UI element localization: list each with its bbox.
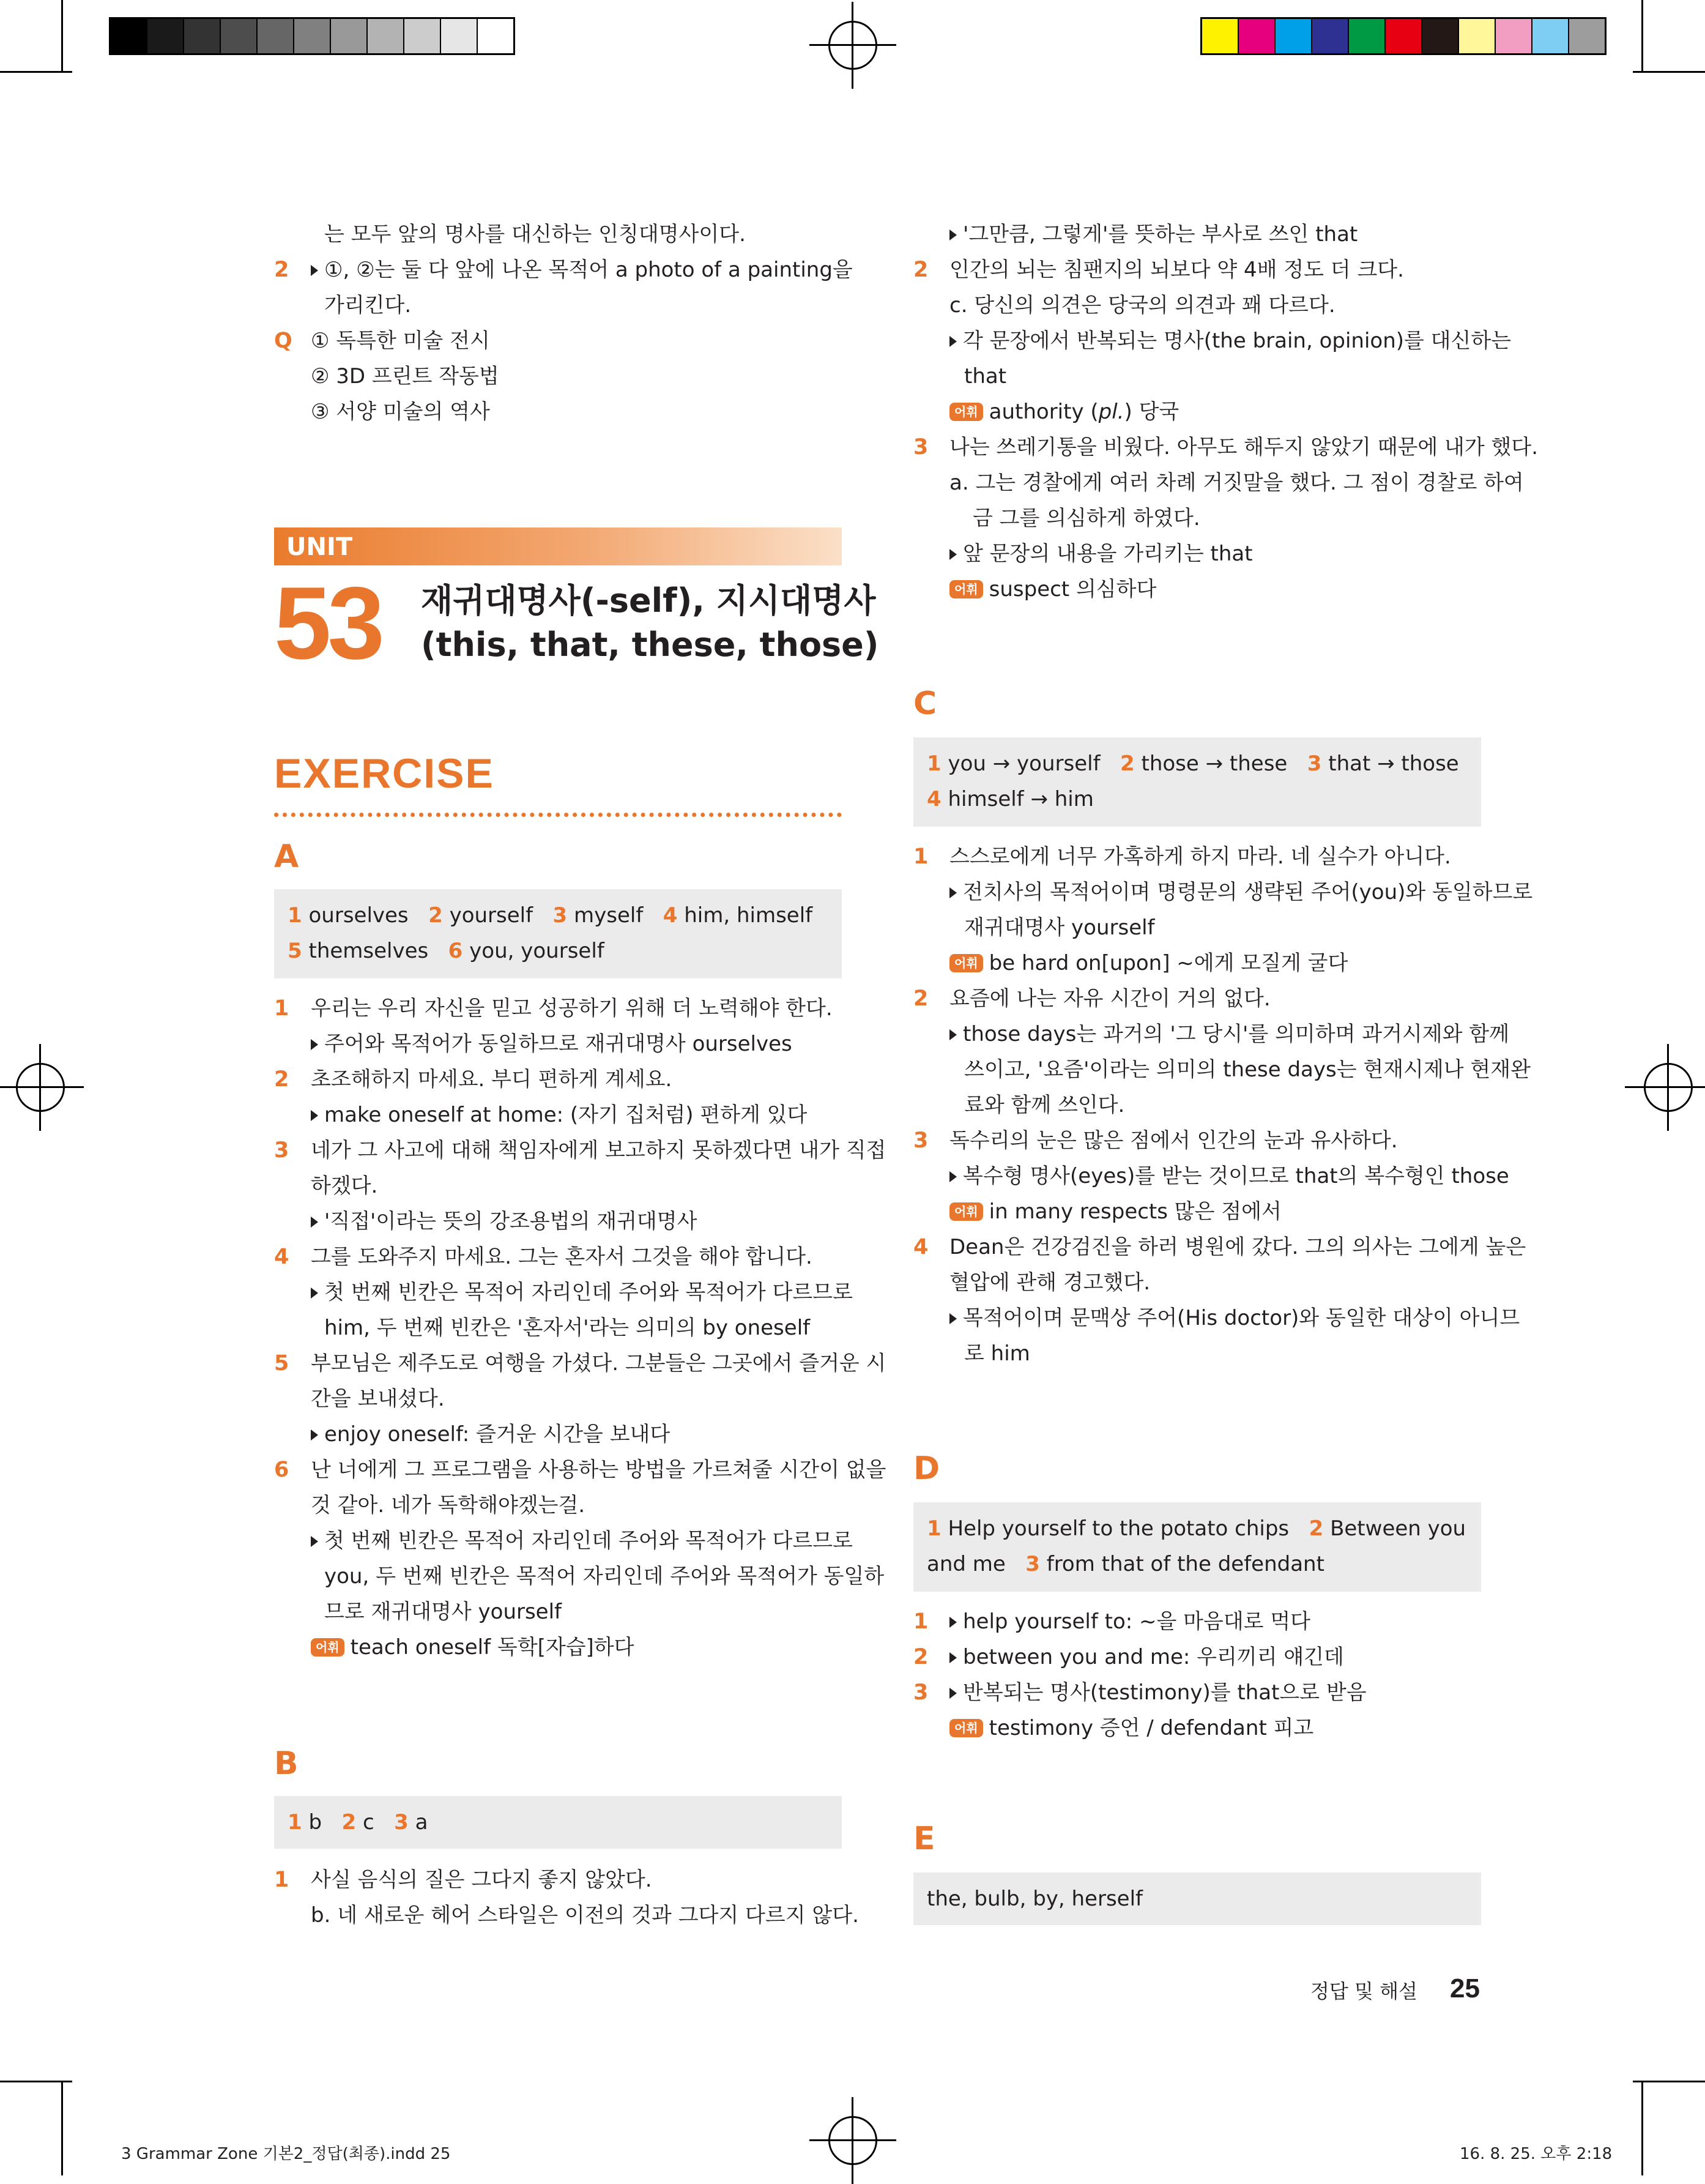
- footer-file-name: 3 Grammar Zone 기본2_정답(최종).indd 25: [121, 2145, 451, 2163]
- q-option-1: ① 독특한 미술 전시: [311, 329, 490, 353]
- item-explanation-cont: 쓰이고, '요즘'이라는 의미의 these days는 현재시제나 현재완: [964, 1057, 1531, 1082]
- section-d-label: D: [913, 1450, 940, 1487]
- item-translation-cont: b. 네 새로운 헤어 스타일은 이전의 것과 그다지 다르지 않다.: [311, 1903, 859, 1928]
- gray-swatch: [221, 19, 258, 53]
- registration-mark-left: [16, 1063, 65, 1112]
- item-translation-cont: 금 그를 의심하게 하였다.: [973, 506, 1200, 531]
- item-translation: 스스로에게 너무 가혹하게 하지 마라. 네 실수가 아니다.: [949, 844, 1451, 869]
- item-number: 5: [274, 1351, 289, 1376]
- footer-date: 16. 8. 25. 오후 2:18: [1460, 2145, 1613, 2163]
- explanation: ①, ②는 둘 다 앞에 나온 목적어 a photo of a painting을: [311, 253, 853, 287]
- section-a-answers-line-1: 1 ourselves 2 yourself 3 myself 4 him, himself: [288, 903, 813, 928]
- item-explanation: 앞 문장의 내용을 가리키는 that: [949, 537, 1253, 571]
- gray-swatch: [184, 19, 221, 53]
- unit-label: UNIT: [286, 533, 353, 561]
- left-top-line-1: 는 모두 앞의 명사를 대신하는 인칭대명사이다.: [324, 222, 746, 247]
- item-explanation-cont: that: [964, 364, 1007, 389]
- item-explanation: enjoy oneself: 즐거운 시간을 보내다: [311, 1417, 670, 1452]
- unit-title-line-1: 재귀대명사(-self), 지시대명사: [421, 581, 876, 620]
- item-translation: Dean은 건강검진을 하러 병원에 갔다. 그의 의사는 그에게 높은: [949, 1235, 1526, 1259]
- footer-section-name: 정답 및 해설: [1310, 1980, 1417, 2003]
- item-translation-cont: 간을 보내셨다.: [311, 1387, 445, 1411]
- item-translation: 부모님은 제주도로 여행을 가셨다. 그분들은 그곳에서 즐거운 시: [311, 1351, 886, 1376]
- section-c-answers-line-1: 1 you → yourself 2 those → these 3 that → those: [927, 751, 1459, 776]
- item-translation: 그를 도와주지 마세요. 그는 혼자서 그것을 해야 합니다.: [311, 1245, 812, 1269]
- item-explanation-cont: 료와 함께 쓰인다.: [964, 1093, 1125, 1117]
- color-swatch: [1312, 19, 1349, 53]
- vocab-badge: 어휘: [311, 1638, 344, 1657]
- item-explanation: 복수형 명사(eyes)를 받는 것이므로 that의 복수형인 those: [949, 1159, 1509, 1193]
- item-explanation: those days는 과거의 '그 당시'를 의미하며 과거시제와 함께: [949, 1017, 1509, 1051]
- item-number: 1: [913, 844, 929, 869]
- color-swatch-bar: [1200, 17, 1607, 55]
- item-number: 2: [913, 1645, 929, 1669]
- item-translation: 요즘에 나는 자유 시간이 거의 없다.: [949, 986, 1271, 1011]
- vocab-badge: 어휘: [949, 1719, 983, 1737]
- triangle-bullet-icon: [311, 1536, 318, 1547]
- section-a-answers-line-2: 5 themselves 6 you, yourself: [288, 939, 604, 963]
- item-number: 2: [274, 258, 289, 282]
- item-explanation: 주어와 목적어가 동일하므로 재귀대명사 ourselves: [311, 1027, 792, 1061]
- color-swatch: [1349, 19, 1386, 53]
- gray-swatch: [441, 19, 478, 53]
- page-number: 25: [1450, 1973, 1480, 2003]
- item-explanation: 각 문장에서 반복되는 명사(the brain, opinion)를 대신하는: [949, 324, 1511, 358]
- item-explanation-cont: him, 두 번째 빈칸은 '혼자서'라는 의미의 by oneself: [324, 1316, 811, 1340]
- color-swatch: [1386, 19, 1422, 53]
- vocab-note: 어휘 be hard on[upon] ~에게 모질게 굴다: [949, 946, 1348, 980]
- vocab-badge: 어휘: [949, 954, 983, 972]
- triangle-bullet-icon: [949, 549, 957, 560]
- triangle-bullet-icon: [949, 887, 957, 898]
- gray-swatch: [258, 19, 294, 53]
- registration-mark-bottom: [828, 2116, 877, 2165]
- section-c-answers-line-2: 4 himself → him: [927, 787, 1094, 811]
- item-number: 3: [913, 1680, 929, 1705]
- vocab-badge: 어휘: [949, 403, 983, 421]
- item-translation: 우리는 우리 자신을 믿고 성공하기 위해 더 노력해야 한다.: [311, 996, 833, 1021]
- vocab-note: 어휘 authority (pl.) 당국: [949, 395, 1179, 429]
- section-b-answers: 1 b 2 c 3 a: [288, 1810, 428, 1835]
- section-d-answers-line-2: and me 3 from that of the defendant: [927, 1552, 1324, 1576]
- item-explanation: 첫 번째 빈칸은 목적어 자리인데 주어와 목적어가 다르므로: [311, 1275, 853, 1310]
- item-number: 4: [913, 1235, 929, 1259]
- item-translation-cont: 혈압에 관해 경고했다.: [949, 1270, 1151, 1295]
- triangle-bullet-icon: [311, 265, 318, 276]
- gray-swatch: [294, 19, 331, 53]
- gray-swatch-bar: [109, 17, 515, 55]
- item-number: 1: [274, 996, 289, 1021]
- vocab-note: 어휘 suspect 의심하다: [949, 572, 1156, 606]
- q-option-3: ③ 서양 미술의 역사: [311, 400, 490, 424]
- gray-swatch: [147, 19, 184, 53]
- triangle-bullet-icon: [311, 1217, 318, 1228]
- color-swatch: [1276, 19, 1312, 53]
- color-swatch: [1496, 19, 1532, 53]
- item-translation-cont: 것 같아. 네가 독학해야겠는걸.: [311, 1493, 585, 1518]
- item-translation-cont: a. 그는 경찰에게 여러 차례 거짓말을 했다. 그 점이 경찰로 하여: [949, 471, 1524, 495]
- gray-swatch: [111, 19, 147, 53]
- triangle-bullet-icon: [949, 336, 957, 347]
- gray-swatch: [478, 19, 513, 53]
- item-translation: 네가 그 사고에 대해 책임자에게 보고하지 못하겠다면 내가 직접: [311, 1138, 886, 1163]
- item-translation: 난 너에게 그 프로그램을 사용하는 방법을 가르쳐줄 시간이 없을: [311, 1458, 886, 1482]
- color-swatch: [1422, 19, 1459, 53]
- triangle-bullet-icon: [949, 1029, 957, 1040]
- item-number: 1: [913, 1609, 929, 1634]
- explanation-cont: 가리킨다.: [324, 293, 412, 318]
- section-d-answers-line-1: 1 Help yourself to the potato chips 2 Between you: [927, 1516, 1466, 1541]
- vocab-note: 어휘 testimony 증언 / defendant 피고: [949, 1711, 1313, 1745]
- item-translation: 초조해하지 마세요. 부디 편하게 계세요.: [311, 1067, 672, 1092]
- unit-title-line-2: (this, that, these, those): [421, 625, 879, 664]
- item-translation: 인간의 뇌는 침팬지의 뇌보다 약 4배 정도 더 크다.: [949, 258, 1404, 282]
- exercise-heading: EXERCISE: [274, 750, 494, 797]
- triangle-bullet-icon: [949, 1171, 957, 1182]
- color-swatch: [1569, 19, 1605, 53]
- dotted-divider: [274, 813, 842, 817]
- section-a-label: A: [274, 838, 299, 875]
- q-option-2: ② 3D 프린트 작동법: [311, 364, 499, 389]
- explanation: '그만큼, 그렇게'를 뜻하는 부사로 쓰인 that: [949, 217, 1358, 252]
- item-explanation-cont: 로 him: [964, 1341, 1030, 1366]
- registration-mark-top: [828, 21, 877, 70]
- item-explanation: between you and me: 우리끼리 얘긴데: [949, 1640, 1344, 1674]
- item-number: 2: [913, 258, 929, 282]
- q-label: Q: [274, 329, 292, 353]
- triangle-bullet-icon: [311, 1288, 318, 1299]
- gray-swatch: [368, 19, 404, 53]
- item-explanation: 목적어이며 문맥상 주어(His doctor)와 동일한 대상이 아니므: [949, 1301, 1520, 1335]
- item-number: 6: [274, 1458, 289, 1482]
- item-explanation: help yourself to: ~을 마음대로 먹다: [949, 1604, 1310, 1639]
- triangle-bullet-icon: [311, 1110, 318, 1121]
- unit-number: 53: [274, 565, 381, 680]
- vocab-note: 어휘 teach oneself 독학[자습]하다: [311, 1630, 634, 1664]
- item-explanation: 반복되는 명사(testimony)를 that으로 받음: [949, 1675, 1367, 1710]
- vocab-badge: 어휘: [949, 1202, 983, 1221]
- item-explanation-cont: 므로 재귀대명사 yourself: [324, 1600, 562, 1624]
- color-swatch: [1239, 19, 1276, 53]
- section-e-label: E: [913, 1821, 935, 1857]
- gray-swatch: [331, 19, 368, 53]
- item-translation: 사실 음식의 질은 그다지 좋지 않았다.: [311, 1868, 652, 1892]
- item-number: 1: [274, 1868, 289, 1892]
- vocab-badge: 어휘: [949, 580, 983, 598]
- item-explanation: '직접'이라는 뜻의 강조용법의 재귀대명사: [311, 1204, 697, 1239]
- item-number: 3: [913, 1128, 929, 1153]
- color-swatch: [1459, 19, 1496, 53]
- triangle-bullet-icon: [949, 1313, 957, 1324]
- item-number: 3: [913, 435, 929, 460]
- item-number: 2: [913, 986, 929, 1011]
- vocab-note: 어휘 in many respects 많은 점에서: [949, 1194, 1282, 1229]
- triangle-bullet-icon: [949, 1688, 957, 1699]
- triangle-bullet-icon: [311, 1429, 318, 1440]
- item-number: 3: [274, 1138, 289, 1163]
- item-number: 2: [274, 1067, 289, 1092]
- item-explanation: 전치사의 목적어이며 명령문의 생략된 주어(you)와 동일하므로: [949, 875, 1532, 909]
- color-swatch: [1202, 19, 1239, 53]
- registration-mark-right: [1644, 1063, 1693, 1112]
- section-b-label: B: [274, 1745, 299, 1782]
- section-e-answers: the, bulb, by, herself: [927, 1887, 1143, 1911]
- gray-swatch: [404, 19, 441, 53]
- item-number: 4: [274, 1245, 289, 1269]
- triangle-bullet-icon: [949, 1652, 957, 1663]
- item-translation-cont: c. 당신의 의견은 당국의 의견과 꽤 다르다.: [949, 293, 1335, 318]
- item-explanation-cont: you, 두 번째 빈칸은 목적어 자리인데 주어와 목적어가 동일하: [324, 1564, 885, 1589]
- triangle-bullet-icon: [949, 229, 957, 240]
- triangle-bullet-icon: [949, 1617, 957, 1628]
- section-c-label: C: [913, 685, 937, 722]
- item-explanation: make oneself at home: (자기 집처럼) 편하게 있다: [311, 1098, 807, 1132]
- item-explanation-cont: 재귀대명사 yourself: [964, 915, 1155, 940]
- item-translation-cont: 하겠다.: [311, 1174, 378, 1198]
- triangle-bullet-icon: [311, 1039, 318, 1050]
- unit-banner: [274, 527, 842, 565]
- item-translation: 나는 쓰레기통을 비웠다. 아무도 해두지 않았기 때문에 내가 했다.: [949, 435, 1539, 460]
- color-swatch: [1532, 19, 1569, 53]
- item-explanation: 첫 번째 빈칸은 목적어 자리인데 주어와 목적어가 다르므로: [311, 1524, 853, 1558]
- item-translation: 독수리의 눈은 많은 점에서 인간의 눈과 유사하다.: [949, 1128, 1398, 1153]
